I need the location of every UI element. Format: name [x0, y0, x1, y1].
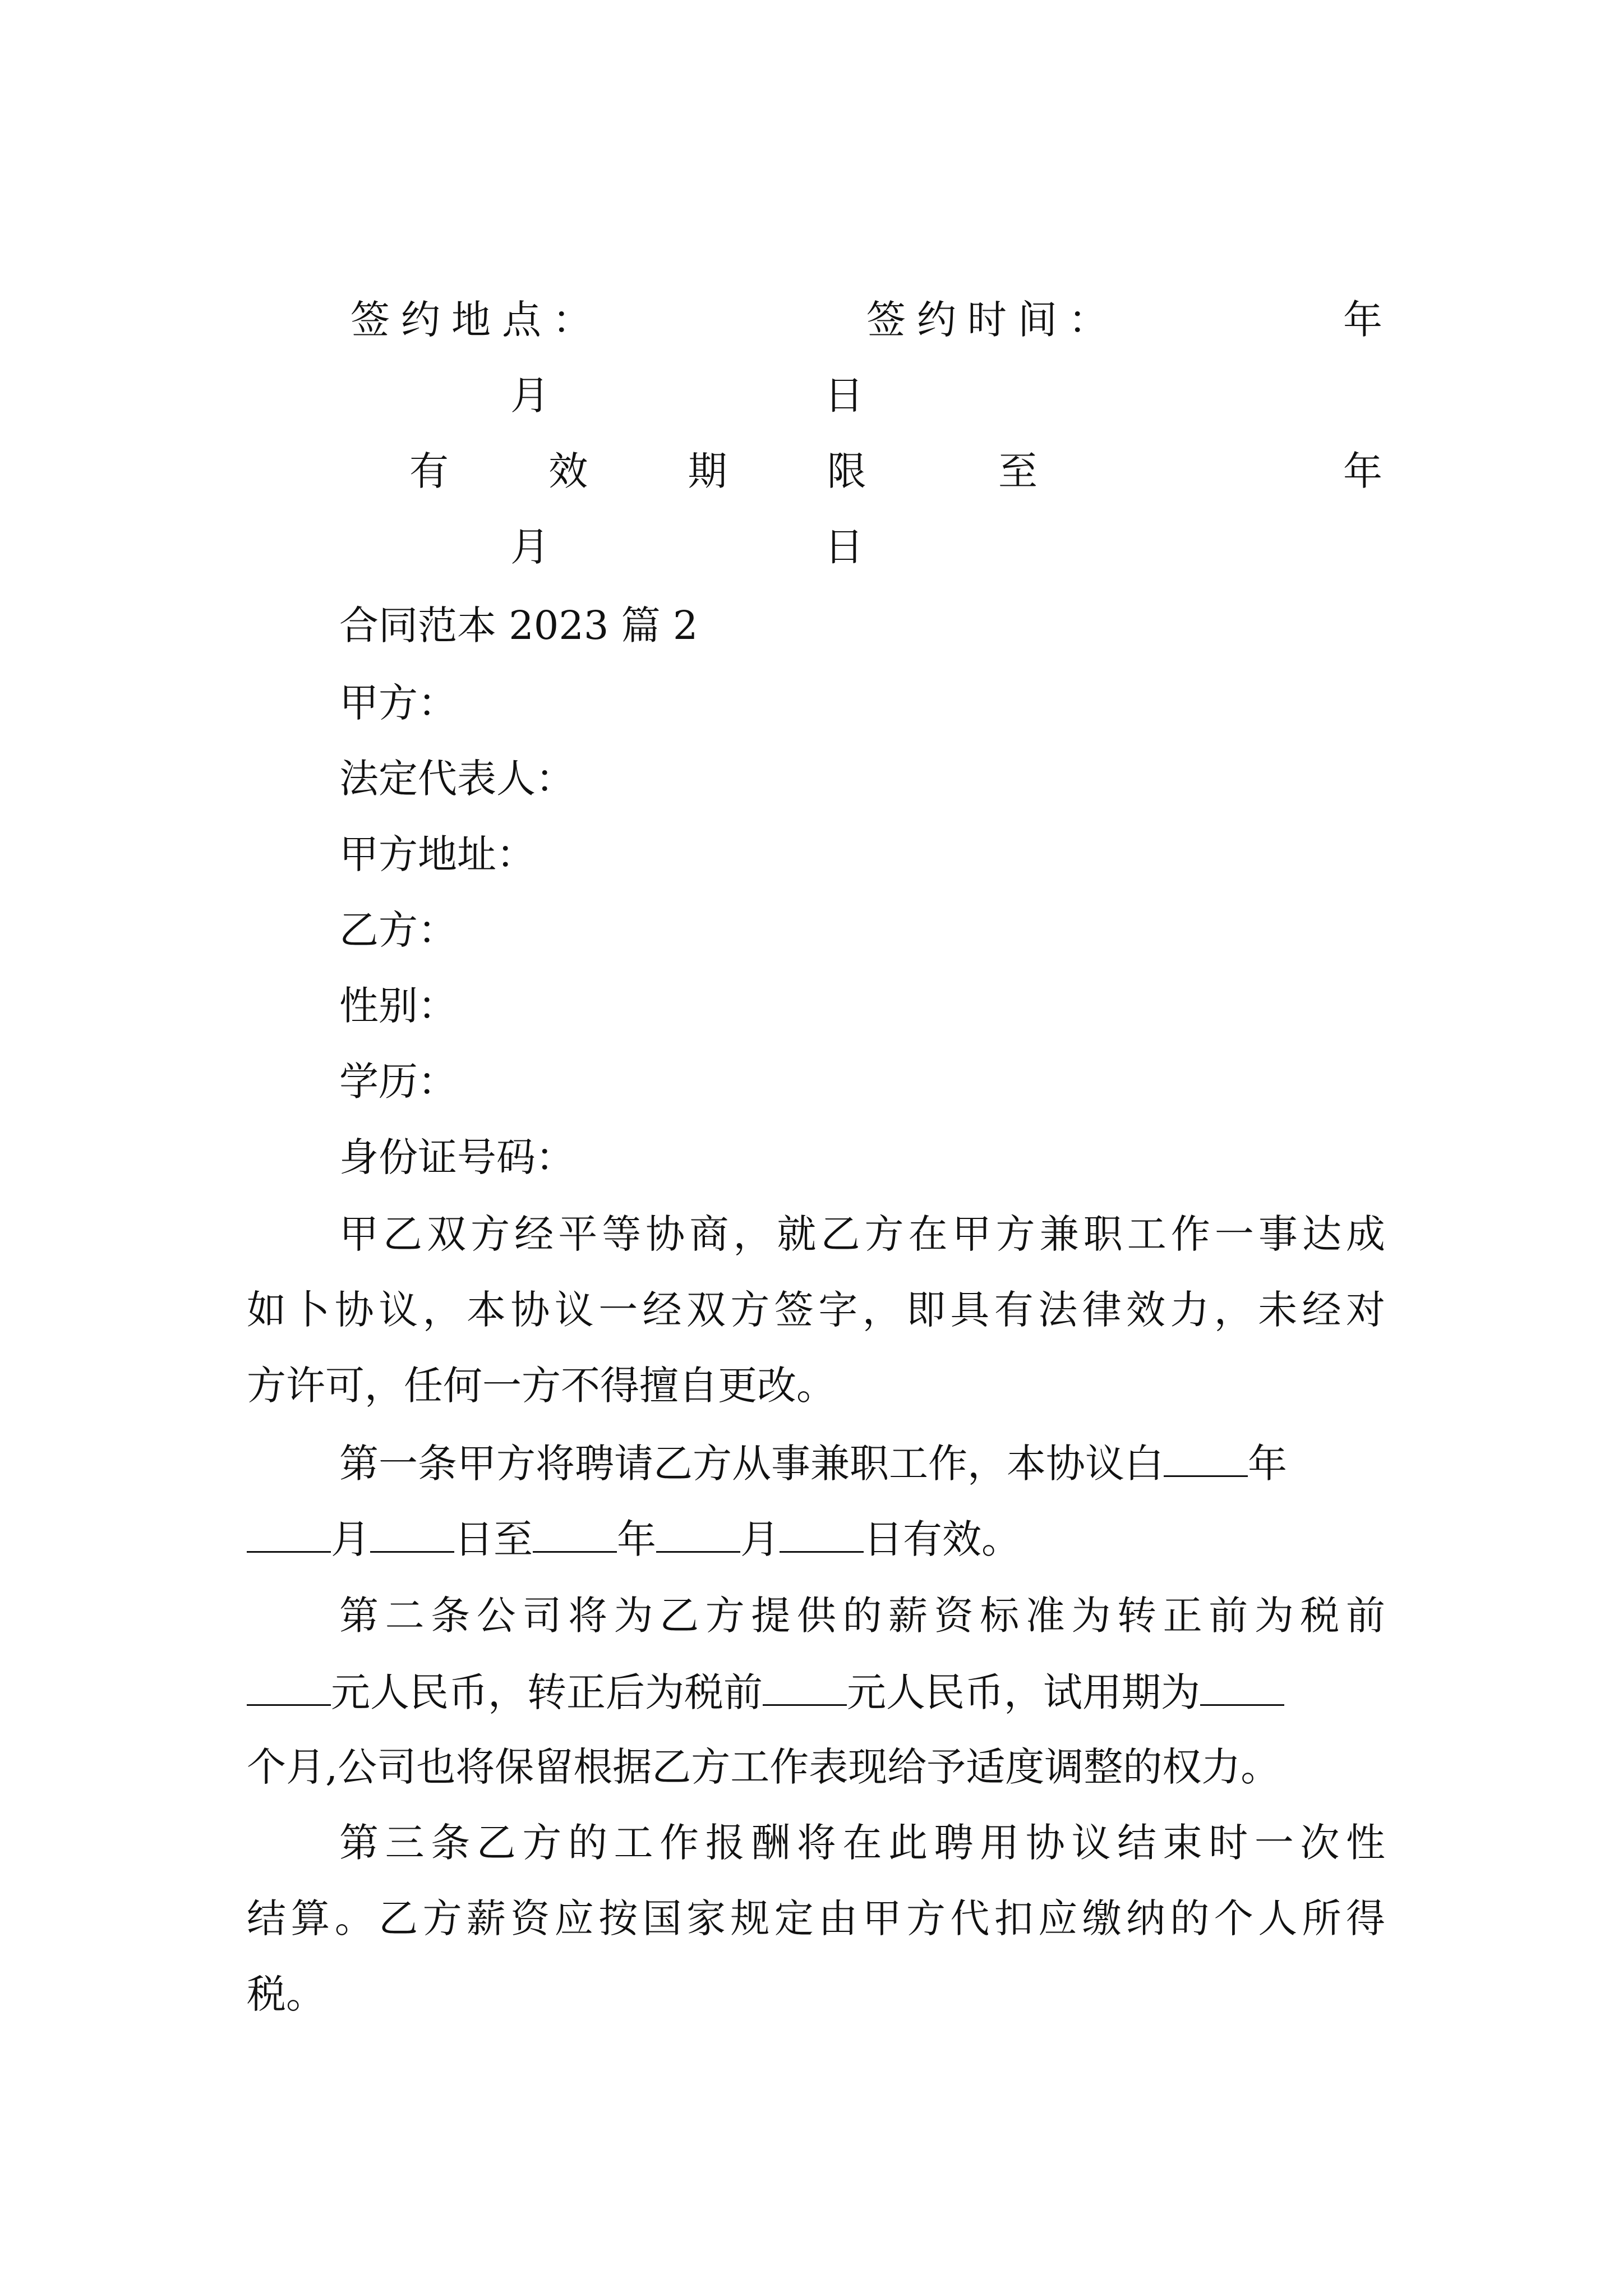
intro-line-1: 甲乙双方经平等协商，就乙方在甲方兼职工作一事达成 [339, 1211, 1385, 1257]
year-label-2: 年 [1343, 448, 1382, 494]
intro-line-3: 方许可，任何一方不得擅自更改。 [247, 1363, 836, 1409]
article1-day-to: 日至 [454, 1516, 533, 1562]
article1-year-end: 年 [617, 1516, 656, 1562]
blank-day-start [370, 1519, 454, 1553]
article1-text: 第一条甲方将聘请乙方从事兼职工作，本协议白 [339, 1441, 1164, 1487]
year-label-1: 年 [1343, 297, 1382, 343]
article2-line-1: 第二条公司将为乙方提供的薪资标准为转正前为税前 [339, 1593, 1385, 1639]
education-field: 学历： [339, 1059, 457, 1105]
article3-line-2: 结算。乙方薪资应按国家规定由甲方代扣应缴纳的个人所得 [247, 1895, 1385, 1941]
article1-line-2 [247, 1516, 1021, 1562]
section-title: 合同范本 2023 篇 2 [339, 602, 698, 648]
gender-field: 性别： [339, 983, 457, 1029]
month-label-1: 月 [510, 372, 550, 418]
blank-year-end [533, 1519, 617, 1553]
blank-pre-salary [247, 1672, 331, 1706]
article1-line-1 [339, 1441, 1287, 1487]
article2-part-a: 元人民币，转正后为税前 [331, 1669, 763, 1715]
validity-label: 有 效 期 限 [409, 448, 910, 494]
to-label: 至 [998, 448, 1038, 494]
blank-month-start [247, 1519, 331, 1553]
article2-part-b: 元人民币，试用期为 [847, 1669, 1200, 1715]
day-label-2: 日 [824, 524, 864, 570]
signing-time-label: 签约时间： [866, 297, 1119, 343]
article2-line-3: 个月,公司也将保留根据乙方工作表现给予适度调整的权力。 [247, 1744, 1280, 1790]
blank-year-start [1164, 1443, 1248, 1477]
intro-line-2: 如卜协议，本协议一经双方签字，即具有法律效力，未经对 [247, 1287, 1385, 1333]
article1-month: 月 [331, 1516, 370, 1562]
article2-line-2 [247, 1669, 1284, 1715]
blank-day-end [780, 1519, 864, 1553]
day-label-1: 日 [824, 372, 864, 418]
id-number-field: 身份证号码： [339, 1134, 575, 1180]
article3-line-1: 第三条乙方的工作报酬将在此聘用协议结束时一次性 [339, 1820, 1385, 1866]
blank-month-end [656, 1519, 740, 1553]
party-b-field: 乙方： [339, 907, 457, 953]
month-label-2: 月 [510, 524, 550, 570]
party-a-address-field: 甲方地址： [339, 831, 536, 877]
legal-representative-field: 法定代表人： [339, 756, 575, 802]
party-a-field: 甲方： [339, 680, 457, 726]
article3-line-3: 税。 [247, 1971, 325, 2017]
blank-post-salary [763, 1672, 847, 1706]
signing-place-label: 签约地点： [351, 297, 603, 343]
article1-end: 日有效。 [864, 1516, 1021, 1562]
article1-month-end: 月 [740, 1516, 780, 1562]
article1-year: 年 [1248, 1441, 1287, 1487]
blank-probation [1200, 1672, 1284, 1706]
